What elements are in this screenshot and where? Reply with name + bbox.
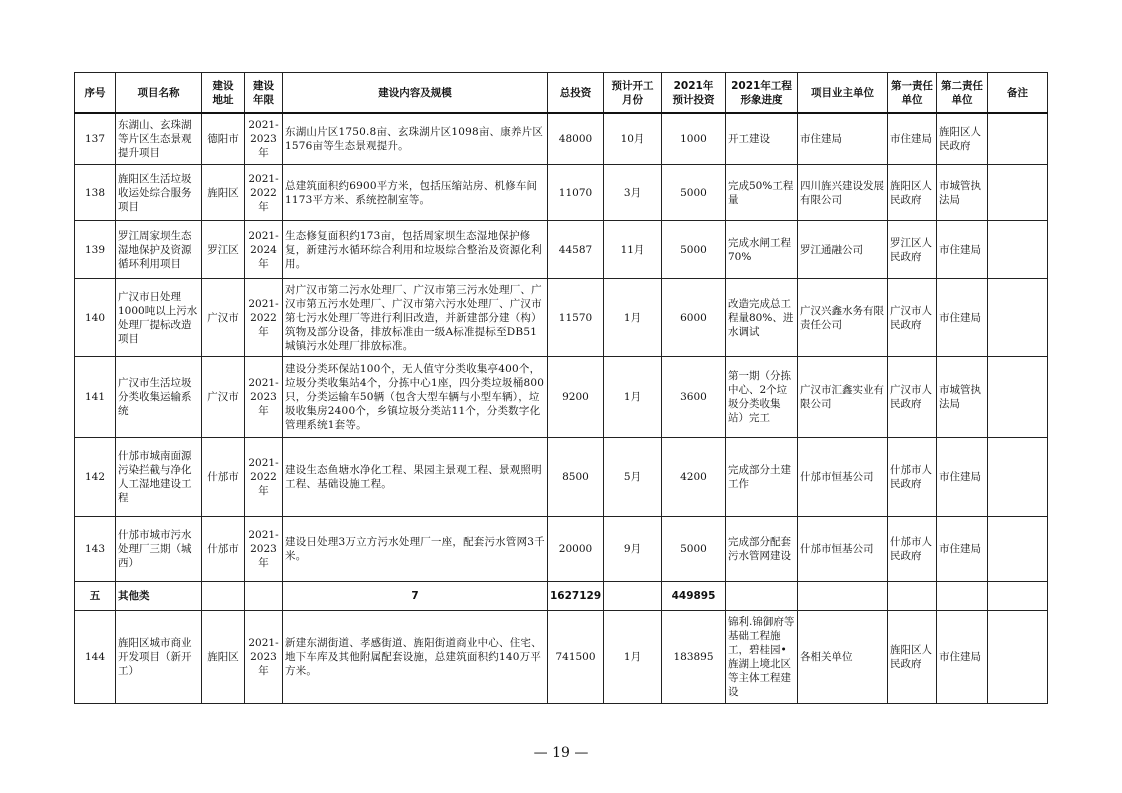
cell-first: 罗江区人民政府 xyxy=(888,221,937,279)
cell-first: 什邡市人民政府 xyxy=(888,438,937,517)
header-content: 建设内容及规模 xyxy=(283,73,548,114)
header-remark: 备注 xyxy=(988,73,1048,114)
cell-name: 广汉市日处理1000吨以上污水处理厂提标改造项目 xyxy=(116,279,202,357)
cell-plan: 3600 xyxy=(662,357,726,438)
cell-period: 2021-2024年 xyxy=(245,221,283,279)
cell-remark xyxy=(988,611,1048,704)
cell-owner: 四川旌兴建设发展有限公司 xyxy=(798,165,888,221)
cell-owner: 什邡市恒基公司 xyxy=(798,438,888,517)
cell-first: 什邡市人民政府 xyxy=(888,517,937,582)
cell-seq: 142 xyxy=(75,438,116,517)
cell-total: 48000 xyxy=(548,113,604,165)
cell-name: 旌阳区生活垃圾收运处综合服务项目 xyxy=(116,165,202,221)
cell-second: 市住建局 xyxy=(937,221,988,279)
cell-progress: 完成部分土建工作 xyxy=(726,438,798,517)
cell-remark xyxy=(988,357,1048,438)
cell-plan: 6000 xyxy=(662,279,726,357)
cell-plan: 5000 xyxy=(662,165,726,221)
cell-first: 广汉市人民政府 xyxy=(888,279,937,357)
cell-start: 10月 xyxy=(604,113,662,165)
cell-total: 741500 xyxy=(548,611,604,704)
cell-total: 44587 xyxy=(548,221,604,279)
table-row xyxy=(75,113,1048,165)
cell-start: 1月 xyxy=(604,357,662,438)
header-seq: 序号 xyxy=(75,73,116,114)
cell-remark xyxy=(988,165,1048,221)
cell-second: 市住建局 xyxy=(937,517,988,582)
cell-location: 广汉市 xyxy=(202,357,245,438)
header-name: 项目名称 xyxy=(116,73,202,114)
cell-location: 旌阳区 xyxy=(202,611,245,704)
cell-content: 生态修复面积约173亩，包括周家坝生态湿地保护修复，新建污水循环综合利用和垃圾综合整治及资源化利用。 xyxy=(283,221,548,279)
cell-period: 2021-2023年 xyxy=(245,611,283,704)
cell-total: 20000 xyxy=(548,517,604,582)
cell-name: 什邡市城南面源污染拦截与净化人工湿地建设工程 xyxy=(116,438,202,517)
section-empty xyxy=(937,582,988,611)
cell-plan: 183895 xyxy=(662,611,726,704)
section-seq: 五 xyxy=(75,582,116,611)
cell-progress: 改造完成总工程量80%、进水调试 xyxy=(726,279,798,357)
cell-second: 市城管执法局 xyxy=(937,357,988,438)
cell-progress: 锦利.锦御府等基础工程施工，碧桂园•旌湖上境北区等主体工程建设 xyxy=(726,611,798,704)
header-first: 第一责任 单位 xyxy=(888,73,937,114)
section-empty xyxy=(245,582,283,611)
cell-progress: 完成部分配套污水管网建设 xyxy=(726,517,798,582)
cell-content: 建设分类环保站100个，无人值守分类收集亭400个，垃圾分类收集站4个，分拣中心1座，四分类垃圾桶800只，分类运输车50辆（包含大型车辆与小型车辆），垃圾收集房2400个，乡镇垃圾分类站11个，分类数字化管理系统1套等。 xyxy=(283,357,548,438)
section-empty xyxy=(726,582,798,611)
cell-progress: 完成50%工程量 xyxy=(726,165,798,221)
cell-content: 建设日处理3万立方污水处理厂一座，配套污水管网3千米。 xyxy=(283,517,548,582)
cell-first: 市住建局 xyxy=(888,113,937,165)
cell-start: 1月 xyxy=(604,611,662,704)
section-empty xyxy=(888,582,937,611)
cell-location: 什邡市 xyxy=(202,438,245,517)
header-owner: 项目业主单位 xyxy=(798,73,888,114)
cell-period: 2021-2023年 xyxy=(245,357,283,438)
cell-seq: 143 xyxy=(75,517,116,582)
cell-name: 东湖山、玄珠湖等片区生态景观提升项目 xyxy=(116,113,202,165)
cell-progress: 开工建设 xyxy=(726,113,798,165)
cell-content: 总建筑面积约6900平方米，包括压缩站房、机修车间1173平方米、系统控制室等。 xyxy=(283,165,548,221)
cell-location: 广汉市 xyxy=(202,279,245,357)
cell-first: 旌阳区人民政府 xyxy=(888,165,937,221)
cell-first: 旌阳区人民政府 xyxy=(888,611,937,704)
cell-second: 旌阳区人民政府 xyxy=(937,113,988,165)
cell-owner: 广汉兴鑫水务有限责任公司 xyxy=(798,279,888,357)
cell-name: 什邡市城市污水处理厂三期（城西） xyxy=(116,517,202,582)
cell-second: 市城管执法局 xyxy=(937,165,988,221)
cell-seq: 137 xyxy=(75,113,116,165)
section-empty xyxy=(798,582,888,611)
cell-plan: 1000 xyxy=(662,113,726,165)
section-plan: 449895 xyxy=(662,582,726,611)
cell-location: 罗江区 xyxy=(202,221,245,279)
section-empty xyxy=(202,582,245,611)
cell-seq: 144 xyxy=(75,611,116,704)
cell-first: 广汉市人民政府 xyxy=(888,357,937,438)
header-start: 预计开工 月份 xyxy=(604,73,662,114)
cell-remark xyxy=(988,221,1048,279)
project-table xyxy=(74,72,1048,704)
cell-remark xyxy=(988,438,1048,517)
header-location: 建设 地址 xyxy=(202,73,245,114)
cell-owner: 各相关单位 xyxy=(798,611,888,704)
cell-location: 旌阳区 xyxy=(202,165,245,221)
cell-start: 5月 xyxy=(604,438,662,517)
cell-remark xyxy=(988,517,1048,582)
cell-total: 8500 xyxy=(548,438,604,517)
cell-plan: 5000 xyxy=(662,221,726,279)
cell-seq: 140 xyxy=(75,279,116,357)
section-empty xyxy=(604,582,662,611)
cell-second: 市住建局 xyxy=(937,279,988,357)
header-total: 总投资 xyxy=(548,73,604,114)
cell-period: 2021-2022年 xyxy=(245,165,283,221)
cell-location: 什邡市 xyxy=(202,517,245,582)
cell-remark xyxy=(988,113,1048,165)
cell-location: 德阳市 xyxy=(202,113,245,165)
cell-start: 11月 xyxy=(604,221,662,279)
cell-owner: 市住建局 xyxy=(798,113,888,165)
cell-start: 9月 xyxy=(604,517,662,582)
cell-progress: 完成水闸工程70% xyxy=(726,221,798,279)
cell-content: 建设生态鱼塘水净化工程、果园主景观工程、景观照明工程、基础设施工程。 xyxy=(283,438,548,517)
cell-seq: 138 xyxy=(75,165,116,221)
table-row xyxy=(75,221,1048,279)
cell-progress: 第一期（分拣中心、2个垃圾分类收集站）完工 xyxy=(726,357,798,438)
cell-name: 旌阳区城市商业开发项目（新开工） xyxy=(116,611,202,704)
cell-owner: 广汉市汇鑫实业有限公司 xyxy=(798,357,888,438)
section-row xyxy=(75,582,1048,611)
cell-plan: 4200 xyxy=(662,438,726,517)
section-name: 其他类 xyxy=(116,582,202,611)
cell-content: 东湖山片区1750.8亩、玄珠湖片区1098亩、康养片区1576亩等生态景观提升。 xyxy=(283,113,548,165)
table-row xyxy=(75,611,1048,704)
table-row xyxy=(75,357,1048,438)
cell-second: 市住建局 xyxy=(937,611,988,704)
header-progress: 2021年工程 形象进度 xyxy=(726,73,798,114)
header-second: 第二责任 单位 xyxy=(937,73,988,114)
cell-name: 广汉市生活垃圾分类收集运输系统 xyxy=(116,357,202,438)
cell-period: 2021-2023年 xyxy=(245,517,283,582)
header-plan: 2021年 预计投资 xyxy=(662,73,726,114)
table-row xyxy=(75,438,1048,517)
section-empty xyxy=(988,582,1048,611)
cell-total: 11070 xyxy=(548,165,604,221)
cell-total: 11570 xyxy=(548,279,604,357)
cell-owner: 罗江通融公司 xyxy=(798,221,888,279)
cell-period: 2021-2023年 xyxy=(245,113,283,165)
cell-total: 9200 xyxy=(548,357,604,438)
header-period: 建设 年限 xyxy=(245,73,283,114)
cell-content: 新建东湖街道、孝感街道、旌阳街道商业中心、住宅、地下车库及其他附属配套设施，总建筑面积约140万平方米。 xyxy=(283,611,548,704)
cell-content: 对广汉市第二污水处理厂、广汉市第三污水处理厂、广汉市第五污水处理厂、广汉市第六污水处理厂、广汉市第七污水处理厂等进行利旧改造，并新建部分建（构）筑物及部分设备，排放标准由一级A标准提标至DB51城镇污水处理厂排放标准。 xyxy=(283,279,548,357)
table-row xyxy=(75,517,1048,582)
cell-plan: 5000 xyxy=(662,517,726,582)
cell-remark xyxy=(988,279,1048,357)
cell-name: 罗江周家坝生态湿地保护及资源循环利用项目 xyxy=(116,221,202,279)
table-row xyxy=(75,165,1048,221)
table-row xyxy=(75,279,1048,357)
cell-seq: 139 xyxy=(75,221,116,279)
section-total: 1627129 xyxy=(548,582,604,611)
cell-owner: 什邡市恒基公司 xyxy=(798,517,888,582)
cell-start: 3月 xyxy=(604,165,662,221)
cell-second: 市住建局 xyxy=(937,438,988,517)
cell-seq: 141 xyxy=(75,357,116,438)
section-count: 7 xyxy=(283,582,548,611)
cell-period: 2021-2022年 xyxy=(245,279,283,357)
header-row xyxy=(75,73,1048,114)
cell-period: 2021-2022年 xyxy=(245,438,283,517)
page-number: — 19 — xyxy=(533,745,589,761)
cell-start: 1月 xyxy=(604,279,662,357)
